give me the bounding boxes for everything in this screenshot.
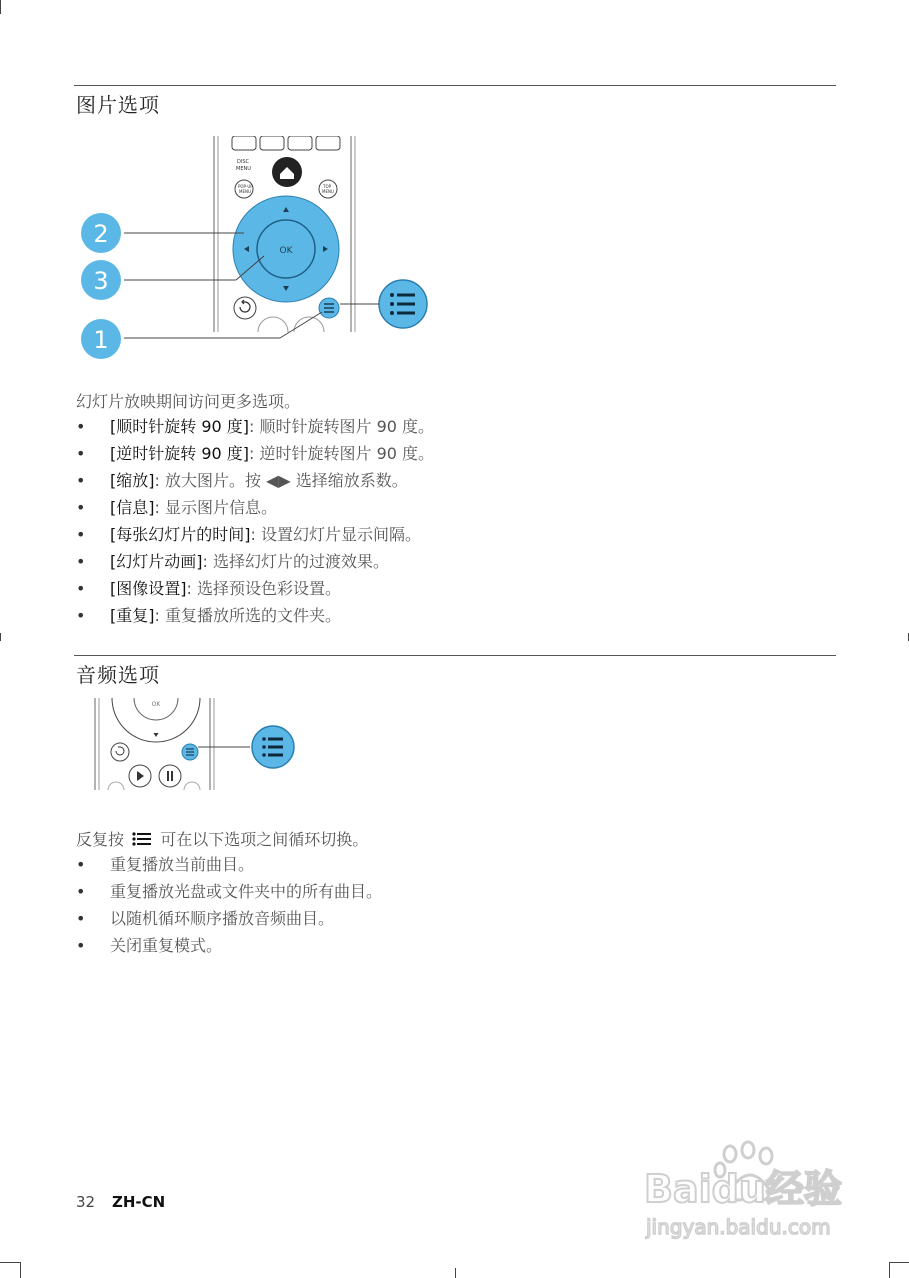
callout-3: 3	[93, 267, 109, 295]
callout-1: 1	[93, 326, 109, 354]
list-item: • 以随机循环顺序播放音频曲目。	[76, 909, 335, 928]
svg-text:MENU: MENU	[239, 189, 251, 194]
crop-mark	[0, 0, 1, 14]
picture-options-intro: 幻灯片放映期间访问更多选项。	[76, 392, 301, 411]
list-item: • [幻灯片动画]: 选择幻灯片的过渡效果。	[76, 552, 389, 571]
options-list-icon	[132, 832, 152, 846]
list-item: • [逆时针旋转 90 度]: 逆时针旋转图片 90 度。	[76, 444, 435, 463]
pause-icon	[159, 765, 181, 787]
crop-mark	[0, 633, 1, 641]
section-rule	[74, 85, 836, 86]
list-item: • [每张幻灯片的时间]: 设置幻灯片显示间隔。	[76, 525, 421, 544]
crop-mark	[455, 1268, 456, 1278]
watermark-url: jingyan.baidu.com	[646, 1215, 831, 1239]
list-item: • 关闭重复模式。	[76, 936, 223, 955]
baidu-watermark	[640, 1140, 860, 1254]
list-item: • [信息]: 显示图片信息。	[76, 498, 277, 517]
remote-illustration-picture	[76, 136, 436, 366]
svg-text:MENU: MENU	[322, 189, 334, 194]
crop-mark	[20, 1262, 21, 1278]
remote-illustration-audio	[90, 698, 300, 794]
callout-2: 2	[93, 220, 109, 248]
ok-label: OK	[279, 246, 293, 256]
list-item: • [图像设置]: 选择预设色彩设置。	[76, 579, 341, 598]
crop-mark	[889, 1262, 909, 1263]
svg-text:DISC: DISC	[237, 159, 249, 165]
section-rule	[74, 655, 836, 656]
list-item: • 重复播放当前曲目。	[76, 855, 255, 874]
audio-options-list	[76, 851, 382, 959]
back-icon	[111, 743, 129, 761]
crop-mark	[0, 1262, 20, 1263]
list-item: • 重复播放光盘或文件夹中的所有曲目。	[76, 882, 383, 901]
ok-label: OK	[151, 701, 161, 708]
svg-text:MENU: MENU	[236, 166, 251, 172]
language-code: ZH-CN	[112, 1193, 166, 1211]
list-item: • [顺时针旋转 90 度]: 顺时针旋转图片 90 度。	[76, 417, 435, 436]
picture-options-list	[76, 413, 434, 629]
section-title-picture-options: 图片选项	[76, 93, 160, 117]
section-title-audio-options: 音频选项	[76, 663, 160, 687]
list-item: • [缩放]: 放大图片。按 ◀▶ 选择缩放系数。	[76, 471, 408, 490]
svg-text:TOP: TOP	[323, 184, 332, 189]
svg-text:POP-UP: POP-UP	[238, 184, 253, 189]
page-number: 32	[76, 1193, 96, 1211]
audio-options-intro: 反复按 可在以下选项之间循环切换。	[76, 830, 369, 849]
crop-mark	[889, 1262, 890, 1278]
list-item: • [重复]: 重复播放所选的文件夹。	[76, 606, 341, 625]
back-icon	[234, 297, 256, 319]
watermark-brand: Baidu经验	[644, 1167, 842, 1211]
